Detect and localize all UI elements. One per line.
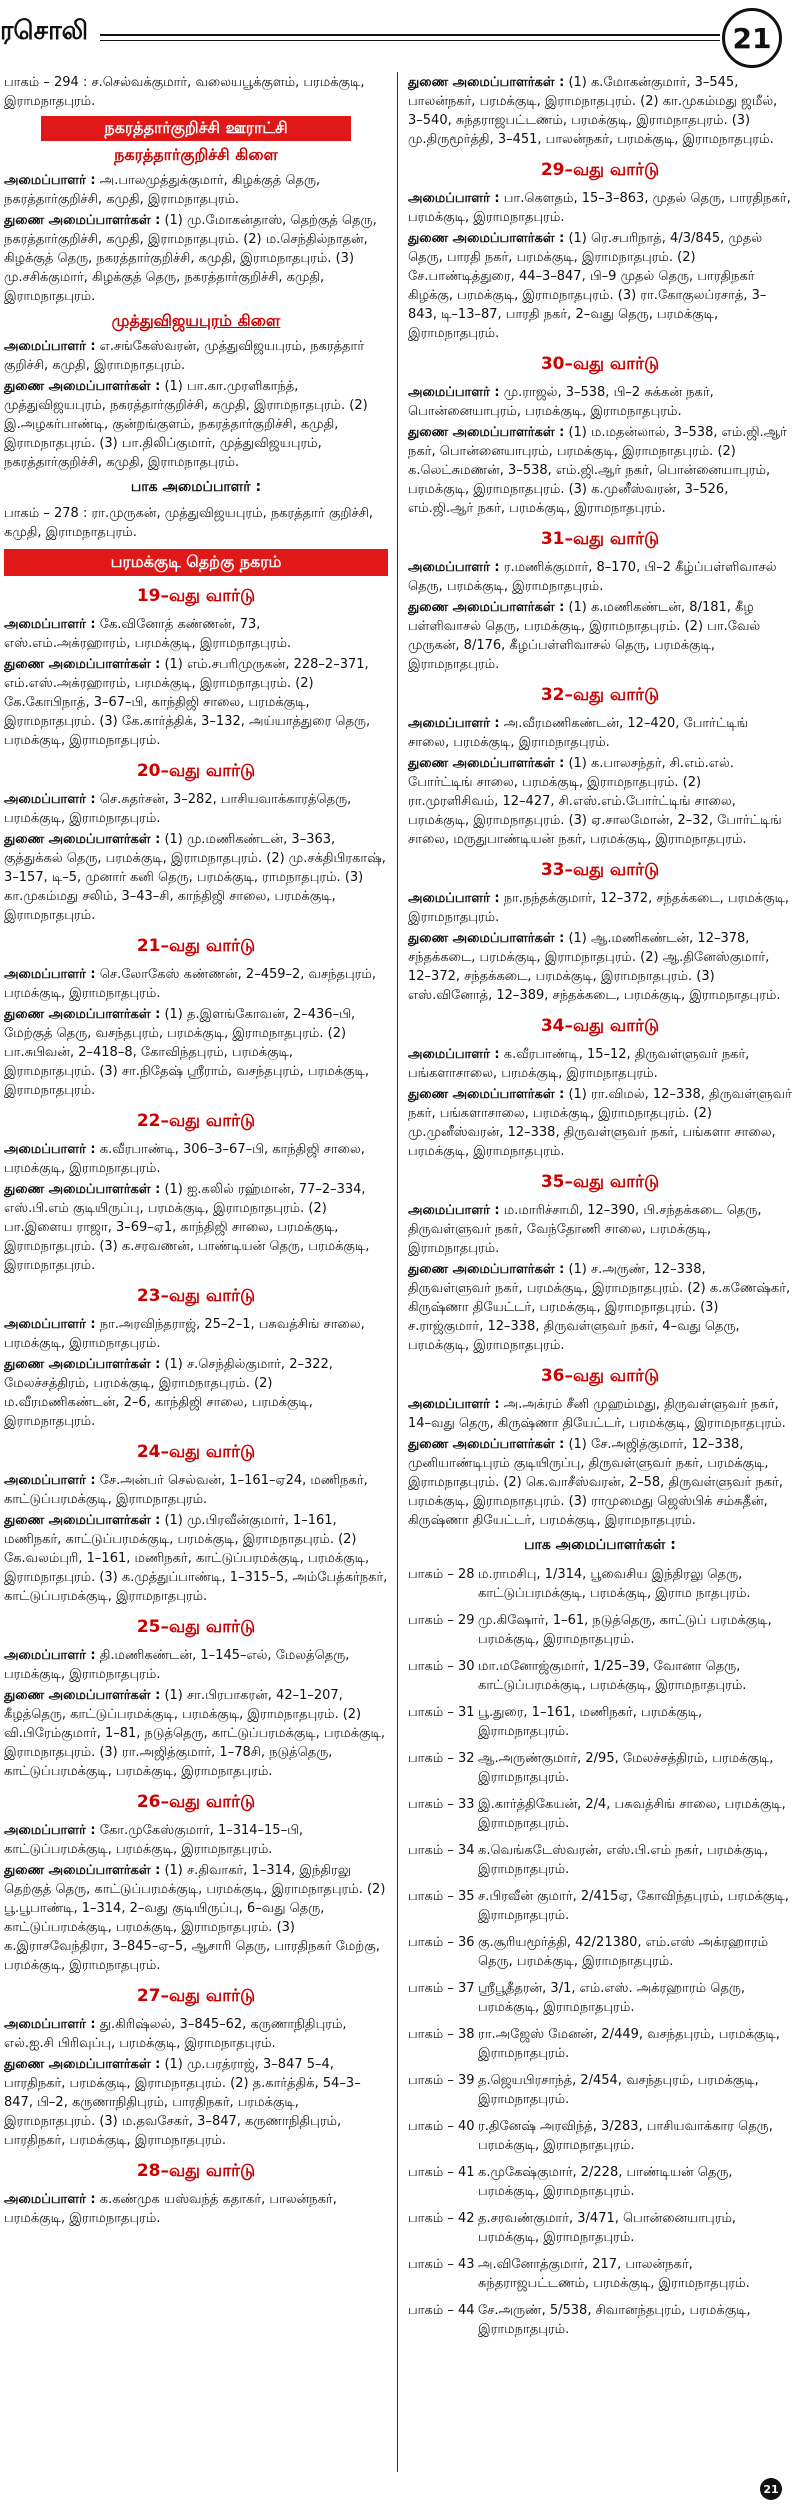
thunai-label: துணை அமைப்பாளர்கள் : <box>408 425 565 440</box>
thunai-label: துணை அமைப்பாளர்கள் : <box>4 1007 161 1022</box>
bagam-key: பாகம் – 41 <box>408 2165 475 2180</box>
bagam-key: பாகம் – 34 <box>408 1843 475 1858</box>
ward-amaippalar <box>404 1200 796 1259</box>
ward-thunai <box>404 228 796 344</box>
bagam-key: பாகம் – 33 <box>408 1797 475 1812</box>
ward-thunai-text: (1) சா.பிரபாகரன், 42–1–207, கீழத்தெரு, காட்டுப்பரமக்குடி, பரமக்குடி, இராமநாதபுரம். (2) வி.பிரேம்குமார், 1–81, நடுத்தெரு, காட்டுப்பரமக்குடி, பரமக்குடி, இராமநாதபுரம். (3) ரா.அஜித்குமார், 1–78சி, நடுத்தெரு, காட்டுப்பரமக்குடி, பரமக்குடி, இராமநாதபுரம். <box>4 1688 385 1779</box>
bagam-row <box>404 2113 796 2159</box>
nagarathar-thunai-text: (1) மு.மோகன்தாஸ், தெற்குத் தெரு, நகரத்தார்குறிச்சி, கமுதி, இராமநாதபுரம். (2) ம.செந்தில்நாதன், கிழக்குத் தெரு, நகரத்தார்குறிச்சி, கமுதி, இராமநாதபுரம். (3) மு.சசிக்குமார், கிழக்குத் தெரு, நகரத்தார்குறிச்சி, கமுதி, இராமநாதபுரம். <box>4 213 377 304</box>
bagam-key: பாகம் – 35 <box>408 1889 475 1904</box>
ward-thunai-text: (1) க.மணிகண்டன், 8/181, கீழ பள்ளிவாசல் தெரு, பரமக்குடி, இராமநாதபுரம். (2) பா.வேல் முருகன், 8/176, கீழப்பள்ளிவாசல் தெரு, பரமக்குடி, இராமநாதபுரம். <box>408 600 761 672</box>
bagam-key: பாகம் – 37 <box>408 1981 475 1996</box>
ward-amaippalar <box>0 1139 392 1179</box>
bagam-value: கு.சூரியமூர்த்தி, 42/21380, எம்.எஸ் அக்ரஹாரம் தெரு, பரமக்குடி, இராமநாதபுரம். <box>478 1935 769 1969</box>
bagam-row <box>404 2297 796 2343</box>
ward-thunai <box>404 1084 796 1162</box>
page-number-badge: 21 <box>722 8 782 68</box>
bagam-key: பாகம் – 38 <box>408 2027 475 2042</box>
thunai-label: துணை அமைப்பாளர்கள் : <box>408 756 565 771</box>
thunai-label: துணை அமைப்பாளர்கள் : <box>4 1513 161 1528</box>
ward-title: 19–வது வார்டு <box>136 586 256 606</box>
bagam-value: ஸ்ரீபூதீதரன், 3/1, எம்.எஸ். அக்ரஹாரம் தெரு, பரமக்குடி, இராமநாதபுரம். <box>478 1981 746 2015</box>
muthu-thunai-text: (1) பா.கா.முரளிகாந்த், முத்துவிஜயபுரம், நகரத்தார்குறிச்சி, கமுதி, இராமநாதபுரம். (2) இ.அழகர்பாண்டி, குன்றங்குளம், நகரத்தார்குறிச்சி, கமுதி, இராமநாதபுரம். (3) பா.திலிப்குமார், முத்துவிஜயபுரம், நகரத்தார்குறிச்சி, கமுதி, இராமநாதபுரம். <box>4 379 368 470</box>
bagam-value: ர.தினேஷ் அரவிந்த், 3/283, பாசியவாக்கார தெரு, பரமக்குடி, இராமநாதபுரம். <box>478 2119 773 2153</box>
bagam-row <box>404 1929 796 1975</box>
bagam-value: ரா.அஜேஸ் மேனன், 2/449, வசந்தபுரம், பரமக்குடி, இராமநாதபுரம். <box>478 2027 780 2061</box>
ward-amaippalar <box>404 888 796 928</box>
ward-amaippalar-text: க.கண்முக யஸ்வந்த் கதாகர், பாலன்நகர், பரமக்குடி, இராமநாதபுரம். <box>4 2192 337 2226</box>
bagam-value: த.சரவண்குமார், 3/471, பொன்னையாபுரம், பரமக்குடி, இராமநாதபுரம். <box>478 2211 737 2245</box>
ward-amaippalar-text: ம.மாரிச்சாமி, 12–390, பி.சந்தக்கடை தெரு, திருவள்ளுவர் நகர், வேந்தோணி சாலை, பரமக்குடி, இராமநாதபுரம். <box>408 1203 762 1256</box>
bagam-row <box>404 2205 796 2251</box>
bagam-row <box>404 1791 796 1837</box>
bagam-key: பாகம் – 36 <box>408 1935 475 1950</box>
thunai-label: துணை அமைப்பாளர்கள் : <box>4 1357 161 1372</box>
thunai-label: துணை அமைப்பாளர்கள் : <box>408 75 565 90</box>
nagarathar-amaippalar <box>0 170 392 210</box>
header-rule-thin <box>100 40 720 41</box>
bagam-key: பாகம் – 29 <box>408 1613 475 1628</box>
ward-amaippalar-text: தி.மணிகண்டன், 1–145–எல், மேலத்தெரு, பரமக்குடி, இராமநாதபுரம். <box>4 1648 350 1682</box>
amaippalar-label: அமைப்பாளர் : <box>4 2192 96 2207</box>
bagam-row <box>404 1883 796 1929</box>
ward-amaippalar <box>0 1645 392 1685</box>
footer-page-number: 21 <box>760 2478 782 2500</box>
thunai-label: துணை அமைப்பாளர்கள் : <box>4 1863 161 1878</box>
bagam-value: இ.கார்த்திகேயன், 2/4, பசுவத்சிங் சாலை, பரமக்குடி, இராமநாதபுரம். <box>478 1797 786 1831</box>
bagam-row <box>404 1837 796 1883</box>
thunai-label: துணை அமைப்பாளர்கள் : <box>4 1688 161 1703</box>
ward-thunai-text: (1) மு.பிரவீன்குமார், 1–161, மணிநகர், காட்டுப்பரமக்குடி, பரமக்குடி, இராமநாதபுரம். (2) கே.வலம்புரி, 1–161, மணிநகர், காட்டுப்பரமக்குடி, பரமக்குடி, இராமநாதபுரம். (3) க.முத்துப்பாண்டி, 1–315–5, அம்பேத்கர்நகர், காட்டுப்பரமக்குடி, இராமநாதபுரம். <box>4 1513 388 1604</box>
amaippalar-label: அமைப்பாளர் : <box>408 716 500 731</box>
ward-amaippalar-text: பா.கௌதம், 15–3–863, முதல் தெரு, பாரதிநகர், பரமக்குடி, இராமநாதபுரம். <box>408 191 791 225</box>
bagam-row <box>404 2067 796 2113</box>
bagam-list <box>404 1561 796 2343</box>
ward-title: 20–வது வார்டு <box>136 761 256 781</box>
ward-thunai-text: (1) எம்.சபரிமுருகன், 228–2–371, எம்.எஸ்.அக்ரஹாரம், பரமக்குடி, இராமநாதபுரம். (2) கே.கோபிநாத், 3–67–பி, காந்திஜி சாலை, பரமக்குடி, இராமநாதபுரம். (3) கே.கார்த்திக், 3–132, அய்யாத்துரை தெரு, பரமக்குடி, இராமநாதபுரம். <box>4 657 371 748</box>
thunai-label: துணை அமைப்பாளர்கள் : <box>408 1087 565 1102</box>
ward-title: 33–வது வார்டு <box>540 860 660 880</box>
ward-thunai <box>404 928 796 1006</box>
ward-thunai-text: (1) மு.பரத்ராஜ், 3–847 5–4, பாரதிநகர், பரமக்குடி, இராமநாதபுரம். (2) த.கார்த்திக், 54–3–847, பி–2, கருணாநிதிபுரம், பாரதிநகர், பரமக்குடி, இராமநாதபுரம். (3) ம.தவசேகர், 3–847, கருணாநிதிபுரம், பாரதிநகர், பரமக்குடி, இராமநாதபுரம். <box>4 2057 361 2148</box>
nagarathar-banner: நகரத்தார்குறிச்சி ஊராட்சி <box>41 116 351 141</box>
ward-amaippalar-text: து.கிரிஷ்லல், 3–845–62, கருணாநிதிபுரம், எல்.ஐ.சி பிரிவுப்பு, பரமக்குடி, இராமநாதபுரம். <box>4 2017 347 2051</box>
ward-thunai <box>0 1860 392 1976</box>
bagam-value: க.வெங்கடேஸ்வரன், எஸ்.பி.எம் நகர், பரமக்குடி, இராமநாதபுரம். <box>478 1843 769 1877</box>
bagam-value: ம.ராமசிபு, 1/314, பூவைசிய இந்திரலு தெரு, காட்டுப்பரமக்குடி, பரமக்குடி, இராம நாதபுரம். <box>478 1567 751 1601</box>
right-wards <box>404 160 796 1531</box>
ward-amaippalar <box>404 382 796 422</box>
bagam-key: பாகம் – 42 <box>408 2211 475 2226</box>
bagam-value: ஆ.அருண்குமார், 2/95, மேலச்சத்திரம், பரமக்குடி, இராமநாதபுரம். <box>478 1751 774 1785</box>
ward-thunai-text: (1) ஐ.கலில் ரஹ்மான், 77–2–334, எஸ்.பி.எம் குடியிருப்பு, பரமக்குடி, இராமநாதபுரம். (2) பா.இளைய ராஜா, 3–69–ஏ1, காந்திஜி சாலை, பரமக்குடி, இராமநாதபுரம். (3) க.சரவணன், பாண்டியன் தெரு, பரமக்குடி, இராமநாதபுரம். <box>4 1182 370 1273</box>
bagam-key: பாகம் – 44 <box>408 2303 475 2318</box>
thunai-label: துணை அமைப்பாளர்கள் : <box>4 2057 161 2072</box>
amaippalar-label: அமைப்பாளர் : <box>4 1473 96 1488</box>
left-column <box>0 72 392 2472</box>
ward-amaippalar-text: மு.ராஜல், 3–538, பி–2 சுக்கன் நகர், பொன்னையாபுரம், பரமக்குடி, இராமநாதபுரம். <box>408 385 714 419</box>
amaippalar-label: அமைப்பாளர் : <box>4 339 96 354</box>
bagam-row <box>404 1653 796 1699</box>
thunai-label: துணை அமைப்பாளர்கள் : <box>408 931 565 946</box>
bagam-list-heading: பாக அமைப்பாளர்கள் : <box>524 1537 676 1553</box>
bagam-278: பாகம் – 278 : ரா.முருகன், முத்துவிஜயபுரம், நகரத்தார் குறிச்சி, கமுதி, இராமநாதபுரம். <box>4 506 374 540</box>
ward-thunai <box>404 1434 796 1531</box>
amaippalar-label: அமைப்பாளர் : <box>4 617 96 632</box>
right-top-thunai <box>404 72 796 150</box>
bagam-value: மு.கிஷோர், 1–61, நடுத்தெரு, காட்டுப் பரமக்குடி, பரமக்குடி, இராமநாதபுரம். <box>478 1613 772 1647</box>
thunai-label: துணை அமைப்பாளர்கள் : <box>4 213 161 228</box>
bagam-key: பாகம் – 32 <box>408 1751 475 1766</box>
top-bagam: பாகம் – 294 : ச.செல்வக்குமார், வலையபூக்குளம், பரமக்குடி, இராமநாதபுரம். <box>4 75 365 109</box>
ward-title: 29–வது வார்டு <box>540 160 660 180</box>
ward-amaippalar <box>404 713 796 753</box>
ward-amaippalar <box>404 1044 796 1084</box>
ward-amaippalar-text: நா.அரவிந்தராஜ், 25–2–1, பசுவத்சிங் சாலை, பரமக்குடி, இராமநாதபுரம். <box>4 1317 365 1351</box>
thunai-label: துணை அமைப்பாளர்கள் : <box>408 1262 565 1277</box>
ward-thunai <box>0 1685 392 1782</box>
bagam-key: பாகம் – 39 <box>408 2073 475 2088</box>
ward-thunai-text: (1) த.இளங்கோவன், 2–436–பி, மேற்குத் தெரு, வசந்தபுரம், பரமக்குடி, இராமநாதபுரம். (2) பா.சுபிவன், 2–418–8, கோவிந்தபுரம், பரமக்குடி, இராமநாதபுரம். (3) சா.நிதேஷ் ஸ்ரீராம், வசந்தபுரம், பரமக்குடி, இராமநாதபுரம். <box>4 1007 369 1098</box>
thunai-label: துணை அமைப்பாளர்கள் : <box>408 1437 565 1452</box>
ward-amaippalar <box>404 188 796 228</box>
amaippalar-label: அமைப்பாளர் : <box>4 173 96 188</box>
ward-title: 22–வது வார்டு <box>136 1111 256 1131</box>
bagam-value: த.ஜெயபிரசாந்த், 2/454, வசந்தபுரம், பரமக்குடி, இராமநாதபுரம். <box>478 2073 759 2107</box>
thunai-label: துணை அமைப்பாளர்கள் : <box>408 231 565 246</box>
ward-amaippalar <box>0 1820 392 1860</box>
ward-amaippalar-text: க.வீரபாண்டி, 15–12, திருவள்ளுவர் நகர், பங்களாசாலை, பரமக்குடி, இராமநாதபுரம். <box>408 1047 750 1081</box>
ward-title: 35–வது வார்டு <box>540 1172 660 1192</box>
amaippalar-label: அமைப்பாளர் : <box>4 1142 96 1157</box>
bagam-heading: பாக அமைப்பாளர் : <box>130 479 262 495</box>
ward-amaippalar-text: நா.நந்தக்குமார், 12–372, சந்தக்கடை, பரமக்குடி, இராமநாதபுரம். <box>408 891 790 925</box>
ward-thunai-text: (1) க.பாலசந்தர், சி.எம்.எல். போர்ட்டிங் சாலை, பரமக்குடி, இராமநாதபுரம். (2) ரா.முரளிசிவம், 12–427, சி.எஸ்.எம்.போர்ட்டிங் சாலை, பரமக்குடி, இராமநாதபுரம். (3) ஏ.சாலமோன், 2–32, போர்ட்டிங் சாலை, மருதுபாண்டியன் நகர், பரமக்குடி, இராமநாதபுரம். <box>408 756 782 847</box>
ward-thunai-text: (1) ம.மதன்லால், 3–538, எம்.ஜி.ஆர் நகர், பொன்னையாபுரம், பரமக்குடி, இராமநாதபுரம். (2) க.லெட்சுமணன், 3–538, எம்.ஜி.ஆர் நகர், பொன்னையாபுரம், பரமக்குடி, இராமநாதபுரம். (3) க.முனீஸ்வரன், 3–526, எம்.ஜி.ஆர் நகர், பரமக்குடி, இராமநாதபுரம். <box>408 425 787 516</box>
amaippalar-label: அமைப்பாளர் : <box>4 967 96 982</box>
ward-thunai <box>0 1510 392 1607</box>
newspaper-brand: ரசொலி <box>0 16 89 46</box>
ward-amaippalar <box>0 2014 392 2054</box>
ward-thunai-text: (1) ச.அருண், 12–338, திருவள்ளுவர் நகர், பரமக்குடி, இராமநாதபுரம். (2) க.கணேஷ்கர், கிருஷ்ணா தியேட்டர், பரமக்குடி, இராமநாதபுரம். (3) ச.ராஜ்குமார், 12–338, திருவள்ளுவர் நகர், 4–வது தெரு, பரமக்குடி, இராமநாதபுரம். <box>408 1262 791 1353</box>
amaippalar-label: அமைப்பாளர் : <box>408 560 500 575</box>
ward-thunai <box>0 1004 392 1101</box>
thunai-label: துணை அமைப்பாளர்கள் : <box>4 657 161 672</box>
amaippalar-label: அமைப்பாளர் : <box>408 385 500 400</box>
ward-thunai <box>0 1179 392 1276</box>
bagam-value: சே.அருண், 5/538, சிவானந்தபுரம், பரமக்குடி, இராமநாதபுரம். <box>478 2303 751 2337</box>
ward-amaippalar-text: செ.சுதர்சன், 3–282, பாசியவாக்காரத்தெரு, பரமக்குடி, இராமநாதபுரம். <box>4 792 352 826</box>
bagam-row <box>404 1699 796 1745</box>
bagam-row <box>404 1561 796 1607</box>
ward-thunai-text: (1) சே.அஜித்குமார், 12–338, முனியாண்டிபுரம் குடியிருப்பு, திருவள்ளுவர் நகர், பரமக்குடி, இராமநாதபுரம். (2) கெ.வாசீஸ்வரன், 2–58, திருவள்ளுவர் நகர், பரமக்குடி, இராமநாதபுரம். (3) ராமுமைது ஜெஸ்பிக் சம்சுதீன், கிருஷ்ணா தியேட்டர், பரமக்குடி, இராமநாதபுரம். <box>408 1437 784 1528</box>
ward-title: 36–வது வார்டு <box>540 1366 660 1386</box>
ward-thunai-text: (1) ச.செந்தில்குமார், 2–322, மேலச்சத்திரம், பரமக்குடி, இராமநாதபுரம். (2) ம.வீரமணிகண்டன், 2–6, காந்திஜி சாலை, பரமக்குடி, இராமநாதபுரம். <box>4 1357 333 1429</box>
ward-amaippalar-text: அ.வீரமணிகண்டன், 12–420, போர்ட்டிங் சாலை, பரமக்குடி, இராமநாதபுரம். <box>408 716 749 750</box>
muthu-thunai <box>0 376 392 473</box>
ward-amaippalar <box>0 1470 392 1510</box>
amaippalar-label: அமைப்பாளர் : <box>408 891 500 906</box>
bagam-value: அ.வினோத்குமார், 217, பாலன்நகர், சுந்தராஜபட்டணம், பரமக்குடி, இராமநாதபுரம். <box>478 2257 750 2291</box>
amaippalar-label: அமைப்பாளர் : <box>4 1317 96 1332</box>
ward-thunai <box>0 1354 392 1432</box>
ward-title: 24–வது வார்டு <box>136 1442 256 1462</box>
ward-thunai-text: (1) ஆ.மணிகண்டன், 12–378, சந்தக்கடை, பரமக்குடி, இராமநாதபுரம். (2) ஆ.தினேஸ்குமார், 12–372, சந்தக்கடை, பரமக்குடி, இராமநாதபுரம். (3) எஸ்.வினோத், 12–389, சந்தக்கடை, பரமக்குடி, இராமநாதபுரம். <box>408 931 781 1003</box>
bagam-value: க.முகேஷ்குமார், 2/228, பாண்டியன் தெரு, பரமக்குடி, இராமநாதபுரம். <box>478 2165 733 2199</box>
bagam-value: ச.பிரவீன் குமார், 2/415ஏ, கோவிந்தபுரம், பரமக்குடி, இராமநாதபுரம். <box>478 1889 789 1923</box>
amaippalar-label: அமைப்பாளர் : <box>408 1203 500 1218</box>
ward-amaippalar <box>0 789 392 829</box>
left-wards <box>0 586 392 2229</box>
paramakudi-banner: பரமக்குடி தெற்கு நகரம் <box>4 549 388 576</box>
ward-thunai <box>404 422 796 519</box>
muthu-amaippalar <box>0 336 392 376</box>
bagam-value: பூ.துரை, 1–161, மணிநகர், பரமக்குடி, இராமநாதபுரம். <box>478 1705 703 1739</box>
right-top-thunai-text: (1) க.மோகன்குமார், 3–545, பாலன்நகர், பரமக்குடி, இராமநாதபுரம். (2) கா.முகம்மது ஜமீல், 3–540, சுந்தராஜபட்டணம், பரமக்குடி, இராமநாதபுரம். (3) மு.திருமூர்த்தி, 3–451, பாலன்நகர், பரமக்குடி, இராமநாதபுரம். <box>408 75 778 147</box>
bagam-key: பாகம் – 30 <box>408 1659 475 1674</box>
bagam-row <box>404 1975 796 2021</box>
amaippalar-label: அமைப்பாளர் : <box>4 1823 96 1838</box>
ward-amaippalar-text: ர.மணிக்குமார், 8–170, பி–2 கீழ்ப்பள்ளிவாசல் தெரு, பரமக்குடி, இராமநாதபுரம். <box>408 560 777 594</box>
amaippalar-label: அமைப்பாளர் : <box>4 792 96 807</box>
ward-amaippalar-text: அ.அக்ரம் சீனி முஹம்மது, திருவள்ளுவர் நகர், 14–வது தெரு, கிருஷ்ணா தியேட்டர், பரமக்குடி, இராமநாதபுரம். <box>408 1397 786 1431</box>
nagarathar-amaippalar-text: அ.பாலமுத்துக்குமார், கிழக்குத் தெரு, நகரத்தார்குறிச்சி, கமுதி, இராமநாதபுரம். <box>4 173 321 207</box>
amaippalar-label: அமைப்பாளர் : <box>408 1397 500 1412</box>
ward-thunai-text: (1) ச.திவாகர், 1–314, இந்திரலு தெற்குத் தெரு, காட்டுப்பரமக்குடி, பரமக்குடி, இராமநாதபுரம். (2) பூ.பூபாண்டி, 1–314, 2–வது குடியிருப்பு, 6–வது தெரு, காட்டுப்பரமக்குடி, பரமக்குடி, இராமநாதபுரம். (3) க.இராசவேந்திரா, 3–845–ஏ–5, ஆசாரி தெரு, பாரதிநகர் மேற்கு, பரமக்குடி, இராமநாதபுரம். <box>4 1863 386 1973</box>
header-rule <box>100 34 720 36</box>
ward-title: 21–வது வார்டு <box>136 936 256 956</box>
amaippalar-label: அமைப்பாளர் : <box>408 1047 500 1062</box>
bagam-key: பாகம் – 40 <box>408 2119 475 2134</box>
ward-title: 31–வது வார்டு <box>540 529 660 549</box>
nagarathar-branch-title: நகரத்தார்குறிச்சி கிளை <box>114 145 278 164</box>
amaippalar-label: அமைப்பாளர் : <box>4 2017 96 2032</box>
columns <box>0 72 800 2472</box>
bagam-row <box>404 1607 796 1653</box>
thunai-label: துணை அமைப்பாளர்கள் : <box>408 600 565 615</box>
ward-thunai-text: (1) ரா.விமல், 12–338, திருவள்ளுவர் நகர், பங்களாசாலை, பரமக்குடி, இராமநாதபுரம். (2) மு.முனீஸ்வரன், 12–338, திருவள்ளுவர் நகர், பங்களா சாலை, பரமக்குடி, இராமநாதபுரம். <box>408 1087 792 1159</box>
ward-thunai <box>404 597 796 675</box>
ward-thunai-text: (1) ரெ.சபரிநாத், 4/3/845, முதல் தெரு, பாரதி நகர், பரமக்குடி, இராமநாதபுரம். (2) சே.பாண்டித்துரை, 44–3–847, பி–9 முதல் தெரு, பாரதிநகர் கிழக்கு, பரமக்குடி, இராமநாதபுரம். (3) ரா.கோகுலப்ரசாத், 3–843, டி–13–87, பாரதி நகர், 2–வது தெரு, பரமக்குடி, இராமநாதபுரம். <box>408 231 767 341</box>
bagam-row <box>404 2159 796 2205</box>
ward-amaippalar-text: சே.அன்பர் செல்வன், 1–161–ஏ24, மணிநகர், காட்டுப்பரமக்குடி, இராமநாதபுரம். <box>4 1473 368 1507</box>
muthu-branch-title: முத்துவிஜயபுரம் கிளை <box>111 311 281 330</box>
ward-thunai <box>404 753 796 850</box>
bagam-value: மா.மனோஜ்குமார், 1/25–39, வோனா தெரு, காட்டுப்பரமக்குடி, பரமக்குடி, இராமநாதபுரம். <box>478 1659 747 1693</box>
ward-amaippalar <box>404 1394 796 1434</box>
ward-amaippalar-text: கே.வினோத் கண்ணன், 73, எஸ்.எம்.அக்ரஹாரம், பரமக்குடி, இராமநாதபுரம். <box>4 617 292 651</box>
thunai-label: துணை அமைப்பாளர்கள் : <box>4 832 161 847</box>
ward-amaippalar-text: கோ.முகேஸ்குமார், 1–314–15–பி, காட்டுப்பரமக்குடி, பரமக்குடி, இராமநாதபுரம். <box>4 1823 304 1857</box>
muthu-amaippalar-text: எ.சங்கேஸ்வரன், முத்துவிஜயபுரம், நகரத்தார் குறிச்சி, கமுதி, இராமநாதபுரம். <box>4 339 365 373</box>
ward-thunai <box>0 2054 392 2151</box>
ward-thunai <box>404 1259 796 1356</box>
ward-title: 34–வது வார்டு <box>540 1016 660 1036</box>
ward-title: 27–வது வார்டு <box>136 1986 256 2006</box>
amaippalar-label: அமைப்பாளர் : <box>4 1648 96 1663</box>
ward-title: 23–வது வார்டு <box>136 1286 256 1306</box>
ward-amaippalar <box>0 614 392 654</box>
bagam-key: பாகம் – 31 <box>408 1705 475 1720</box>
thunai-label: துணை அமைப்பாளர்கள் : <box>4 379 161 394</box>
ward-title: 30–வது வார்டு <box>540 354 660 374</box>
amaippalar-label: அமைப்பாளர் : <box>408 191 500 206</box>
ward-amaippalar <box>0 2189 392 2229</box>
nagarathar-thunai <box>0 210 392 307</box>
bagam-row <box>404 1745 796 1791</box>
ward-amaippalar-text: க.வீரபாண்டி, 306–3–67–பி, காந்திஜி சாலை, பரமக்குடி, இராமநாதபுரம். <box>4 1142 365 1176</box>
ward-amaippalar <box>404 557 796 597</box>
bagam-key: பாகம் – 28 <box>408 1567 475 1582</box>
bagam-row <box>404 2021 796 2067</box>
ward-title: 26–வது வார்டு <box>136 1792 256 1812</box>
thunai-label: துணை அமைப்பாளர்கள் : <box>4 1182 161 1197</box>
right-column <box>404 72 796 2472</box>
ward-amaippalar <box>0 964 392 1004</box>
ward-thunai <box>0 654 392 751</box>
ward-amaippalar <box>0 1314 392 1354</box>
ward-title: 25–வது வார்டு <box>136 1617 256 1637</box>
bagam-key: பாகம் – 43 <box>408 2257 475 2272</box>
bagam-row <box>404 2251 796 2297</box>
ward-title: 32–வது வார்டு <box>540 685 660 705</box>
ward-thunai <box>0 829 392 926</box>
ward-thunai-text: (1) மு.மணிகண்டன், 3–363, குத்துக்கல் தெரு, பரமக்குடி, இராமநாதபுரம். (2) மு.சக்திபிரகாஷ், 3–157, டி–5, முனார் கனி தெரு, பரமக்குடி, ராமநாதபுரம். (3) கா.முகம்மது சலிம், 3–43–சி, காந்திஜி சாலை, பரமக்குடி, இராமநாதபுரம். <box>4 832 386 923</box>
ward-title: 28–வது வார்டு <box>136 2161 256 2181</box>
page-header <box>0 0 800 70</box>
ward-amaippalar-text: செ.லோகேஸ் கண்ணன், 2–459–2, வசந்தபுரம், பரமக்குடி, இராமநாதபுரம். <box>4 967 376 1001</box>
